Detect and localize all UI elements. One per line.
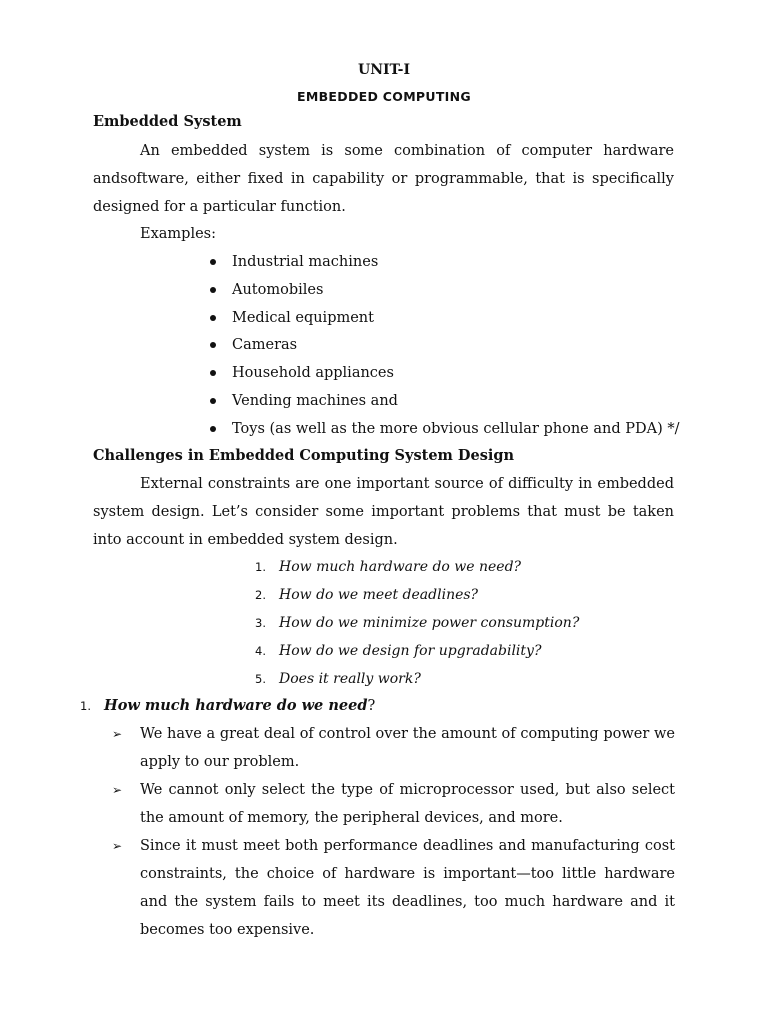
arrow-bullet-icon: ➢ — [112, 727, 123, 741]
question-number: 1. — [255, 560, 266, 574]
list-item — [255, 557, 579, 585]
hardware-points-list — [112, 720, 675, 944]
question-number: 2. — [255, 588, 266, 602]
list-item — [112, 832, 675, 944]
example-text: Industrial machines — [232, 254, 379, 270]
bullet-dot-icon — [210, 315, 216, 321]
arrow-bullet-icon: ➢ — [112, 783, 123, 797]
subsection-heading-hardware — [80, 696, 375, 716]
list-item — [208, 419, 680, 447]
question-text: How much hardware do we need? — [279, 559, 522, 575]
point-text: Since it must meet both performance deadlines and manufacturing cost constraints, the choice of hardware is important—too little hardware and the system fails to meet its deadlines, too much hardware and it becomes too expensive. — [140, 838, 675, 938]
list-item — [112, 720, 675, 776]
questions-list — [255, 557, 579, 697]
section-heading-embedded-system: Embedded System — [93, 113, 242, 130]
list-item — [255, 585, 579, 613]
question-text: How do we meet deadlines? — [279, 587, 479, 603]
list-item — [255, 613, 579, 641]
bullet-dot-icon — [210, 287, 216, 293]
list-item — [112, 776, 675, 832]
list-item — [208, 363, 680, 391]
subsection-number: 1. — [80, 699, 91, 713]
example-text: Vending machines and — [232, 392, 398, 409]
chapter-title: EMBEDDED COMPUTING — [297, 89, 471, 104]
subsection-title: How much hardware do we need — [104, 697, 368, 714]
example-text: Automobiles — [232, 281, 324, 298]
subsection-title-suffix: ? — [367, 698, 376, 714]
list-item — [208, 391, 680, 419]
unit-title: UNIT-I — [357, 62, 410, 78]
question-number: 5. — [255, 672, 266, 686]
example-text: Household appliances — [232, 365, 394, 382]
bullet-dot-icon — [210, 426, 216, 432]
question-text: How do we design for upgradability? — [279, 643, 542, 659]
examples-list — [208, 252, 680, 447]
question-text: Does it really work? — [279, 671, 421, 687]
list-item — [208, 335, 680, 363]
question-number: 3. — [255, 616, 266, 630]
point-text: We have a great deal of control over the amount of computing power we apply to our problem. — [140, 726, 675, 770]
example-text: Cameras — [232, 337, 298, 354]
bullet-dot-icon — [210, 342, 216, 348]
arrow-bullet-icon: ➢ — [112, 839, 123, 853]
example-text: Medical equipment — [232, 309, 374, 326]
bullet-dot-icon — [210, 398, 216, 404]
challenges-paragraph: External constraints are one important source of difficulty in embedded system design. Let’s consider some important problems that must be taken into account in embedded system design. — [93, 476, 674, 548]
point-text: We cannot only select the type of microprocessor used, but also select the amount of memory, the peripheral devices, and more. — [140, 782, 675, 826]
bullet-dot-icon — [210, 370, 216, 376]
list-item — [255, 641, 579, 669]
embedded-system-definition: An embedded system is some combination of computer hardware andsoftware, either fixed in capability or programmable, that is specifically designed for a particular function. — [93, 143, 674, 215]
bullet-dot-icon — [210, 259, 216, 265]
examples-label: Examples: — [140, 226, 216, 242]
section-heading-challenges: Challenges in Embedded Computing System Design — [93, 447, 515, 464]
question-number: 4. — [255, 644, 266, 658]
list-item — [208, 280, 680, 308]
list-item — [208, 252, 680, 280]
example-text: Toys (as well as the more obvious cellular phone and PDA) */ — [232, 420, 680, 437]
list-item — [208, 308, 680, 336]
list-item — [255, 669, 579, 697]
question-text: How do we minimize power consumption? — [279, 615, 580, 631]
